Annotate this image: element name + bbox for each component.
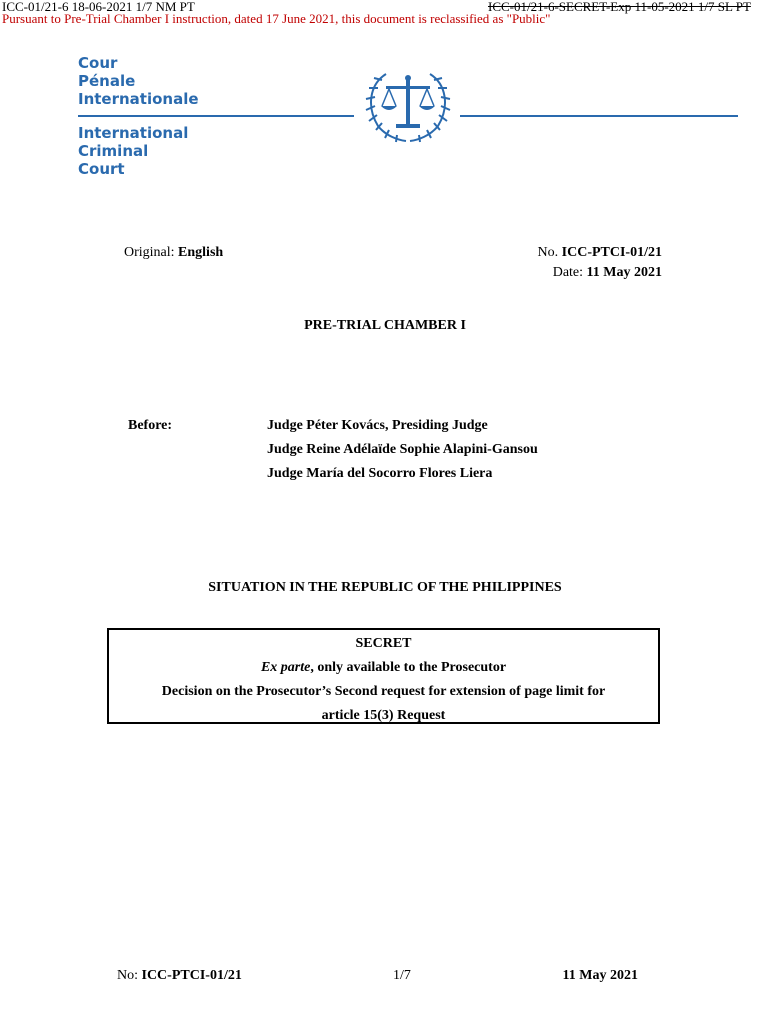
logo-line: Internationale: [78, 90, 199, 108]
document-date: [553, 265, 662, 281]
date-value: 11 May 2021: [586, 265, 662, 280]
footer-number: [117, 968, 242, 984]
reclassification-notice: Pursuant to Pre-Trial Chamber I instruction, dated 17 June 2021, this document is reclassified as "Public": [2, 11, 551, 26]
number-value: ICC-PTCI-01/21: [561, 245, 662, 260]
logo-line: Criminal: [78, 142, 149, 160]
situation-heading: SITUATION IN THE REPUBLIC OF THE PHILIPPINES: [208, 580, 562, 595]
decision-title-line-2: article 15(3) Request: [321, 708, 446, 723]
chamber-heading: PRE-TRIAL CHAMBER I: [304, 318, 466, 333]
scales-of-justice-icon: [356, 66, 460, 144]
original-language: [124, 245, 223, 261]
footer-number-value: ICC-PTCI-01/21: [141, 968, 242, 983]
footer-number-label: No:: [117, 968, 142, 983]
logo-divider-right: [460, 115, 738, 117]
page-number: 1/7: [393, 968, 411, 983]
judge-name: Judge María del Socorro Flores Liera: [267, 466, 493, 481]
judge-name: Judge Péter Kovács, Presiding Judge: [267, 418, 488, 433]
original-label: Original:: [124, 245, 179, 260]
logo-line: Cour: [78, 54, 118, 72]
date-label: Date:: [552, 265, 587, 280]
logo-text-english: [78, 124, 188, 178]
registry-stamp: ICC-01/21-6 18-06-2021 1/7 NM PT: [2, 0, 195, 14]
judges-list: [267, 414, 538, 486]
logo-line: International: [78, 124, 189, 142]
classification-label: SECRET: [355, 636, 412, 651]
decision-title-line-1: Decision on the Prosecutor’s Second request for extension of page limit for: [161, 684, 606, 699]
logo-text-french: [78, 54, 199, 108]
logo-line: Pénale: [78, 72, 136, 90]
distribution-line: [109, 656, 658, 680]
before-label: Before:: [128, 418, 173, 433]
ex-parte-text: Ex parte: [260, 660, 311, 675]
distribution-rest: , only available to the Prosecutor: [310, 660, 507, 675]
document-number: [538, 245, 662, 261]
original-value: English: [178, 245, 224, 260]
logo-line: Court: [78, 160, 125, 178]
judge-name: Judge Reine Adélaïde Sophie Alapini-Gansou: [267, 442, 538, 457]
number-label: No.: [537, 245, 562, 260]
logo-divider-left: [78, 115, 354, 117]
footer-date: 11 May 2021: [562, 968, 638, 983]
original-registry-stamp: ICC-01/21-6-SECRET-Exp 11-05-2021 1/7 SL PT: [488, 0, 751, 14]
classification-box: [107, 628, 660, 724]
